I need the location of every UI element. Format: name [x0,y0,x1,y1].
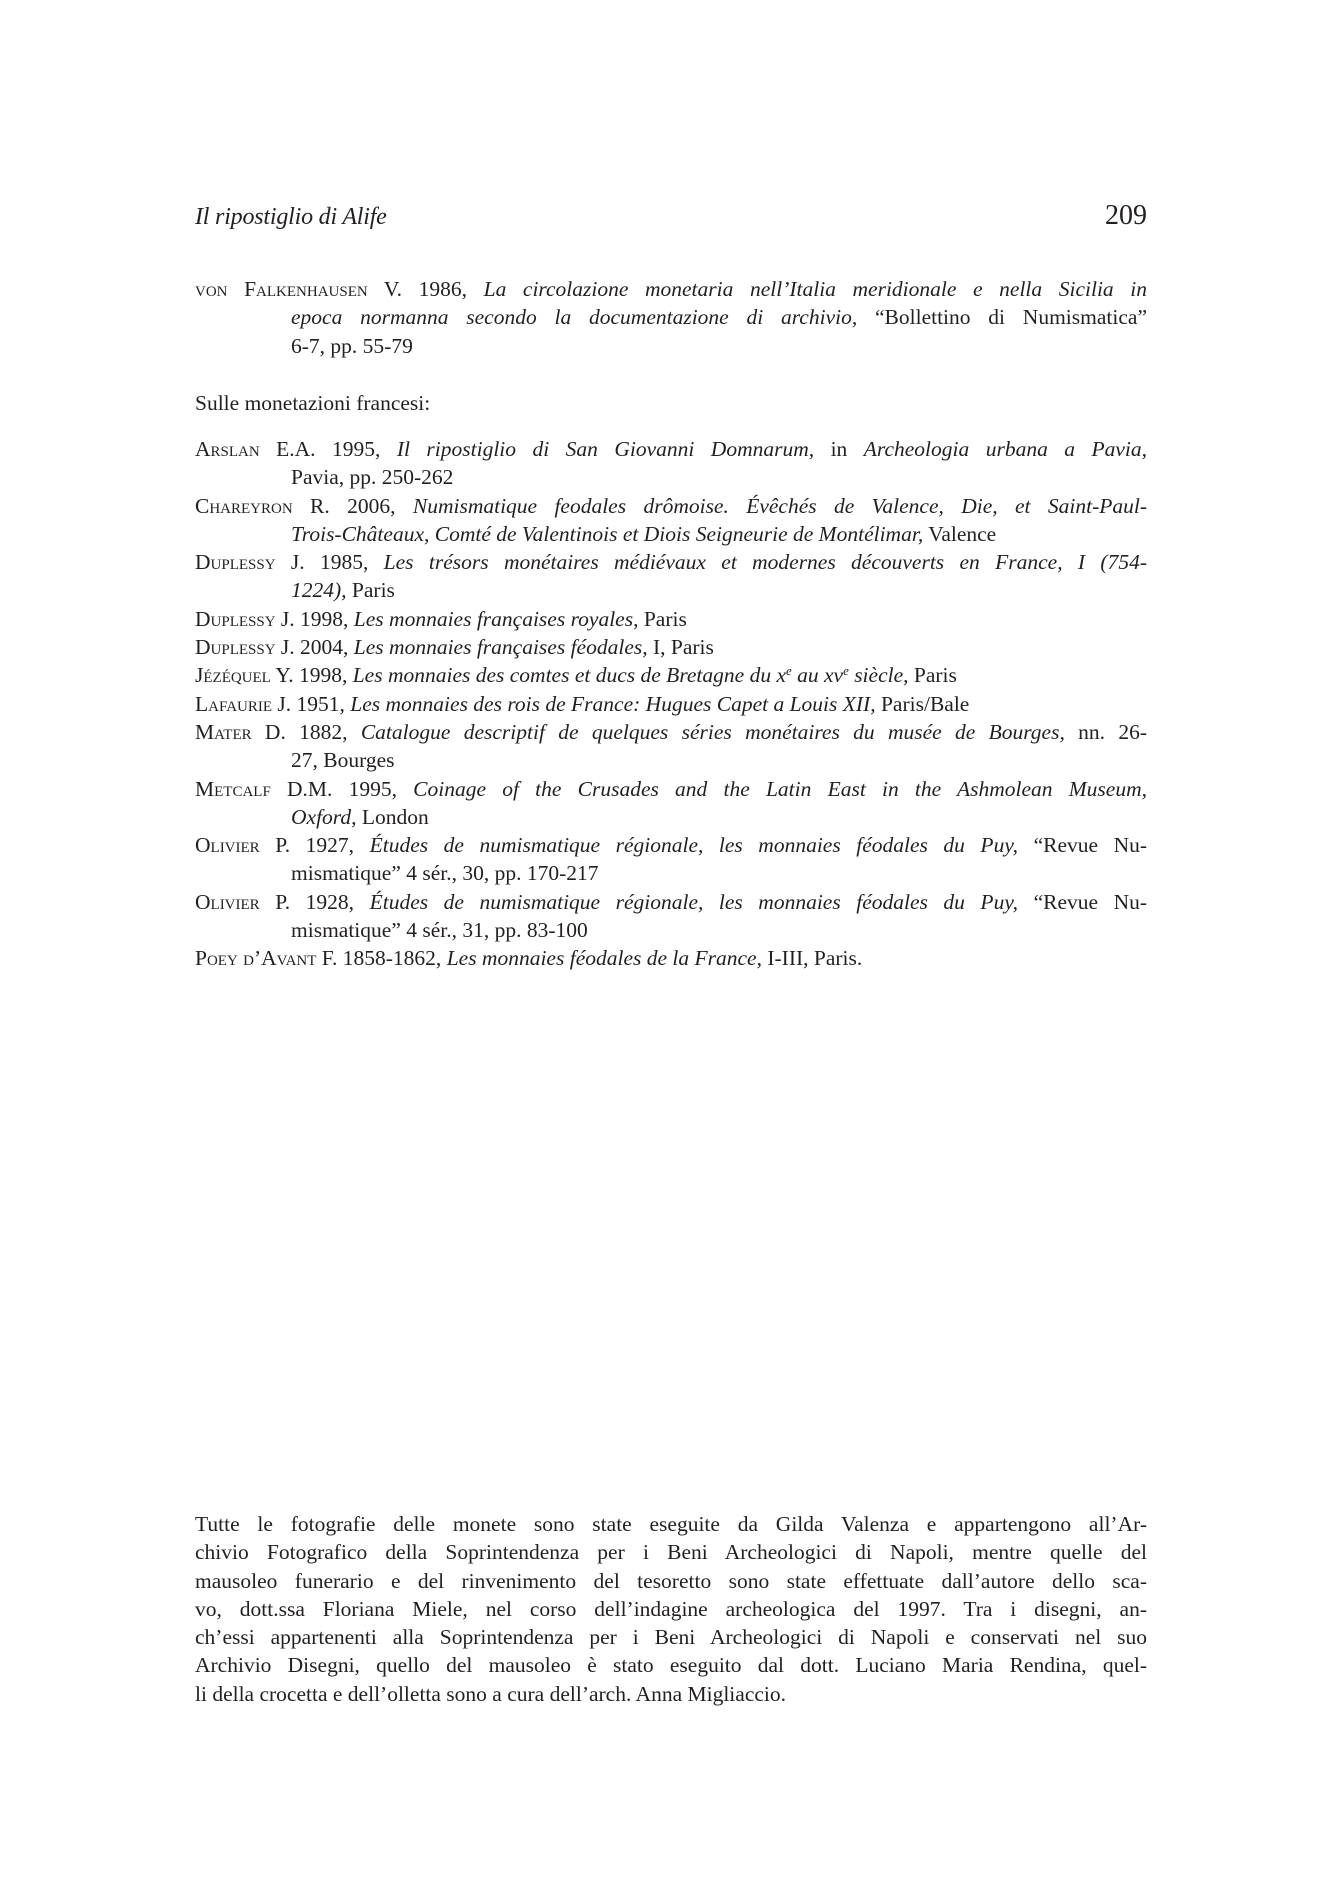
reference-author: Lafaurie [195,691,273,716]
reference-continuation-line [195,463,1147,491]
reference-first-line [195,718,1147,746]
reference-first-line [195,435,1147,463]
reference-title: au xv [791,663,844,688]
reference-title: Les monnaies des comtes et ducs de Bretagne du x [352,663,786,688]
reference-text: Pavia, pp. 250-262 [291,465,454,490]
reference-title: Les trésors monétaires médiévaux et modernes découverts en France, I (754- [383,550,1147,575]
reference-first-line [195,633,1147,661]
reference-text: “Bollettino di Numismatica” [857,305,1147,330]
reference-list-italian [195,275,1147,360]
page-number: 209 [1105,200,1147,231]
reference-text: P. 1928, [259,889,370,914]
reference-first-line [195,275,1147,303]
reference-text: nn. 26- [1064,719,1147,744]
reference-text: Paris [908,663,957,688]
credits-line: li della crocetta e dell’olletta sono a cura dell’arch. Anna Migliaccio. [195,1681,786,1706]
reference-text: V. 1986, [367,277,484,301]
reference-continuation-line [195,332,1147,360]
reference-author: von Falkenhausen [195,277,368,301]
reference-text: Y. 1998, [270,663,353,688]
credits-line: ch’essi appartenenti alla Soprintendenza per i Beni Archeologici di Napoli e conservati nel suo [195,1625,1147,1650]
reference-title: Les monnaies françaises royales, [353,606,639,631]
reference-first-line [195,661,1147,689]
section-heading: Sulle monetazioni francesi: [195,391,431,415]
reference-title: epoca normanna secondo la documentazione di archivio, [291,305,858,330]
reference-text: J. 1998, [275,606,354,631]
reference-text: “Revue Nu- [1018,889,1147,914]
reference-entry [195,435,1147,492]
reference-author: Olivier [195,889,260,914]
reference-list-french [195,435,1147,973]
reference-author: Duplessy [195,606,276,631]
reference-continuation-line [195,303,1147,331]
reference-first-line [195,690,1147,718]
reference-entry [195,944,1147,972]
reference-title: Études de numismatique régionale, les monnaies féodales du Puy, [369,889,1019,914]
reference-title: 1224), [291,578,347,603]
reference-title: Catalogue descriptif de quelques séries monétaires du musée de Bourges, [360,719,1065,744]
reference-text: J. 1985, [275,550,384,575]
credits-line: Tutte le fotografie delle monete sono state eseguite da Gilda Valenza e appartengono all’Ar- [195,1512,1147,1536]
reference-author: Chareyron [195,493,293,518]
superscript: e [843,664,849,679]
reference-continuation-line [195,746,1147,774]
credits-line: mausoleo funerario e del rinvenimento del tesoretto sono state effettuate dall’autore dello sca- [195,1568,1147,1593]
reference-title: Trois-Châteaux, Comté de Valentinois et Diois Seigneurie de Montélimar, [291,521,924,546]
reference-continuation-line [195,859,1147,887]
superscript: e [786,664,792,679]
reference-text: in [814,437,864,461]
reference-first-line [195,492,1147,520]
reference-title: Études de numismatique régionale, les monnaies féodales du Puy, [369,833,1019,858]
reference-title: Oxford, [291,804,357,829]
reference-first-line [195,775,1147,803]
reference-entry [195,888,1147,945]
credits-line: chivio Fotografico della Soprintendenza per i Beni Archeologici di Napoli, mentre quelle del [195,1540,1147,1565]
credits-line: Archivio Disegni, quello del mausoleo è stato eseguito dal dott. Luciano Maria Rendina, quel- [195,1653,1147,1678]
reference-text: mismatique” 4 sér., 31, pp. 83-100 [291,918,588,943]
reference-first-line [195,605,1147,633]
reference-title: Les monnaies françaises féodales, [353,635,648,660]
reference-text: mismatique” 4 sér., 30, pp. 170-217 [291,861,599,886]
reference-text: I-III, Paris. [761,946,863,971]
reference-first-line [195,831,1147,859]
reference-author: Duplessy [195,550,276,575]
reference-text: I, Paris [647,635,714,660]
reference-author: Olivier [195,833,260,858]
reference-title: La circolazione monetaria nell’Italia meridionale e nella Sicilia in [483,277,1147,301]
reference-author: Poey d’Avant [195,946,317,971]
reference-title: siècle, [848,663,909,688]
reference-entry [195,690,1147,718]
reference-text: E.A. 1995, [259,437,397,461]
reference-text: 6-7, pp. 55-79 [291,333,413,358]
reference-text: Valence [923,521,997,546]
reference-continuation-line [195,916,1147,944]
reference-text: J. 1951, [272,691,351,716]
reference-entry [195,633,1147,661]
reference-continuation-line [195,576,1147,604]
reference-text: “Revue Nu- [1018,833,1147,858]
reference-title: Archeologia urbana a Pavia, [863,437,1147,461]
reference-title: Il ripostiglio di San Giovanni Domnarum, [396,437,815,461]
reference-continuation-line [195,803,1147,831]
reference-author: Duplessy [195,635,276,660]
reference-entry [195,548,1147,605]
photo-credits-paragraph [195,1510,1147,1708]
reference-entry [195,275,1147,360]
reference-title: Numismatique feodales drômoise. Évêchés de Valence, Die, et Saint-Paul- [412,493,1147,518]
reference-text: F. 1858-1862, [316,946,447,971]
reference-author: Mater [195,719,252,744]
reference-entry [195,831,1147,888]
reference-text: London [356,804,429,829]
reference-entry [195,661,1147,689]
reference-first-line [195,548,1147,576]
reference-title: Les monnaies féodales de la France, [446,946,762,971]
reference-text: Paris [346,578,395,603]
running-title: Il ripostiglio di Alife [195,204,387,230]
reference-text: J. 2004, [275,635,354,660]
reference-text: Paris/Bale [875,691,970,716]
reference-entry [195,492,1147,549]
reference-entry [195,605,1147,633]
reference-title: Les monnaies des rois de France: Hugues Capet a Louis XII, [350,691,876,716]
reference-text: D.M. 1995, [270,776,414,801]
credits-line: vo, dott.ssa Floriana Miele, nel corso dell’indagine archeologica del 1997. Tra i disegni, an- [195,1596,1147,1621]
reference-author: Metcalf [195,776,271,801]
reference-author: Arslan [195,437,260,461]
reference-text: P. 1927, [259,833,370,858]
reference-text: R. 2006, [292,493,413,518]
reference-first-line [195,888,1147,916]
reference-continuation-line [195,520,1147,548]
reference-text: D. 1882, [251,719,361,744]
reference-text: 27, Bourges [291,748,395,773]
reference-first-line [195,944,1147,972]
reference-author: Jézéquel [195,663,271,688]
reference-title: Coinage of the Crusades and the Latin East in the Ashmolean Museum, [413,776,1147,801]
reference-entry [195,718,1147,775]
reference-text: Paris [638,606,687,631]
reference-entry [195,775,1147,832]
